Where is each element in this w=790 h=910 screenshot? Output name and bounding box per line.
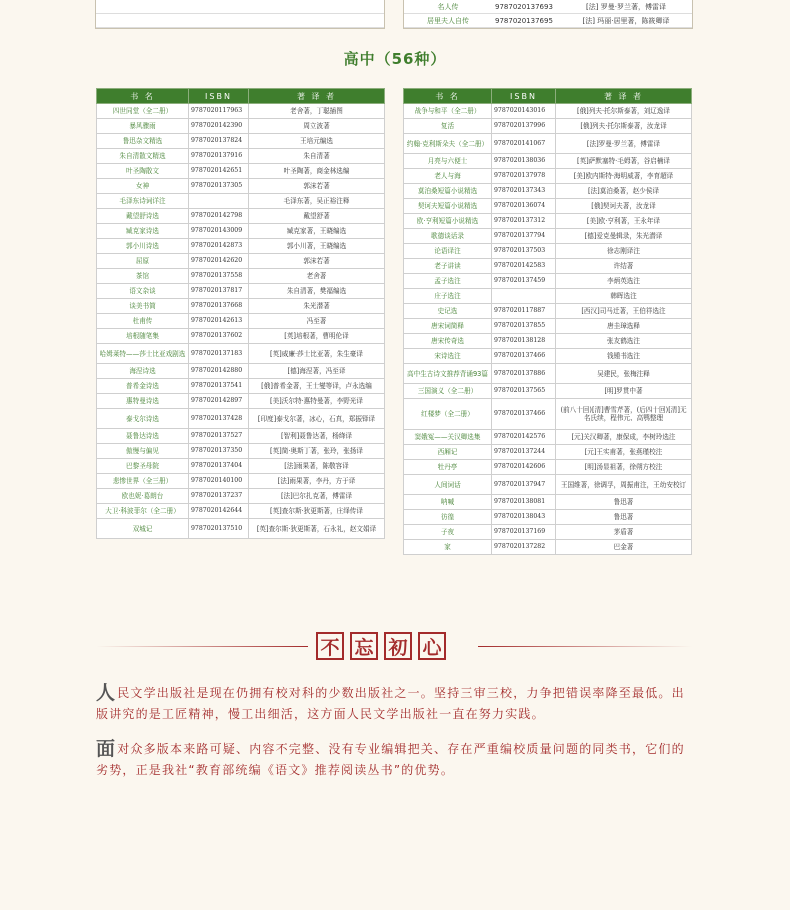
book-author: [西汉]司马迁著，王伯祥选注 bbox=[556, 304, 692, 319]
table-row bbox=[97, 149, 385, 164]
book-isbn: 9787020138128 bbox=[492, 334, 556, 349]
book-title: 宋诗选注 bbox=[404, 349, 492, 364]
book-isbn: 9787020137978 bbox=[492, 169, 556, 184]
book-isbn: 9787020137886 bbox=[492, 364, 556, 384]
intro-paragraph-1 bbox=[96, 683, 696, 725]
book-author: 朱光潜著 bbox=[249, 299, 385, 314]
header-isbn: ISBN bbox=[492, 89, 556, 104]
book-title: 居里夫人自传 bbox=[427, 16, 469, 25]
book-table-left-body bbox=[97, 104, 385, 539]
table-row bbox=[97, 314, 385, 329]
book-author: [英]威廉·莎士比亚著，朱生豪译 bbox=[249, 344, 385, 364]
book-author: [元]王实甫著，张燕瑾校注 bbox=[556, 445, 692, 460]
book-isbn: 9787020142880 bbox=[189, 364, 249, 379]
book-isbn: 9787020137466 bbox=[492, 399, 556, 430]
motto-rule-left bbox=[96, 646, 308, 647]
book-title: 茶馆 bbox=[97, 269, 189, 284]
header-isbn: ISBN bbox=[189, 89, 249, 104]
book-author: 郭小川著，王晓编选 bbox=[249, 239, 385, 254]
top-table-fragment-left bbox=[95, 0, 385, 29]
book-title: 契诃夫短篇小说精选 bbox=[404, 199, 492, 214]
book-title: 红楼梦（全二册） bbox=[404, 399, 492, 430]
book-isbn: 9787020143016 bbox=[492, 104, 556, 119]
table-row bbox=[404, 349, 692, 364]
table-row bbox=[404, 259, 692, 274]
table-row bbox=[97, 519, 385, 539]
table-row bbox=[97, 284, 385, 299]
book-title: 人间词话 bbox=[404, 475, 492, 495]
book-isbn: 9787020142651 bbox=[189, 164, 249, 179]
table-row bbox=[404, 0, 692, 14]
book-title: 彷徨 bbox=[404, 510, 492, 525]
book-title: 家 bbox=[404, 540, 492, 555]
book-author: 鲁迅著 bbox=[556, 495, 692, 510]
table-row bbox=[404, 14, 692, 28]
book-title: 三国演义（全二册） bbox=[404, 384, 492, 399]
table-row bbox=[97, 224, 385, 239]
book-author: 唐圭璋选释 bbox=[556, 319, 692, 334]
book-author: 老舍著，丁聪插图 bbox=[249, 104, 385, 119]
book-isbn: 9787020137244 bbox=[492, 445, 556, 460]
table-row bbox=[404, 334, 692, 349]
book-title: 大卫·科波菲尔（全二册） bbox=[97, 504, 189, 519]
book-author: 茅盾著 bbox=[556, 525, 692, 540]
book-isbn bbox=[189, 194, 249, 209]
book-isbn: 9787020142798 bbox=[189, 209, 249, 224]
motto-char: 不 bbox=[316, 632, 344, 660]
book-isbn: 9787020140100 bbox=[189, 474, 249, 489]
book-isbn: 9787020137695 bbox=[495, 16, 553, 25]
book-title: 臧克家诗选 bbox=[97, 224, 189, 239]
book-isbn: 9787020137183 bbox=[189, 344, 249, 364]
book-author: 王培元编选 bbox=[249, 134, 385, 149]
table-row bbox=[404, 214, 692, 229]
book-isbn: 9787020137668 bbox=[189, 299, 249, 314]
book-isbn: 9787020141067 bbox=[492, 134, 556, 154]
table-row bbox=[97, 409, 385, 429]
table-row bbox=[97, 209, 385, 224]
book-isbn: 9787020137693 bbox=[495, 2, 553, 11]
book-isbn: 9787020137404 bbox=[189, 459, 249, 474]
book-author: [俄]契诃夫著，汝龙译 bbox=[556, 199, 692, 214]
book-isbn: 9787020137282 bbox=[492, 540, 556, 555]
book-isbn: 9787020137237 bbox=[189, 489, 249, 504]
book-author: (前八十回)[清]曹雪芹著，(后四十回)[清]无名氏续，程伟元、高鹗整理 bbox=[556, 399, 692, 430]
book-isbn: 9787020138081 bbox=[492, 495, 556, 510]
book-table-right-body bbox=[404, 104, 692, 555]
book-author: 韩晖选注 bbox=[556, 289, 692, 304]
book-title: 泰戈尔诗选 bbox=[97, 409, 189, 429]
table-row bbox=[97, 429, 385, 444]
motto-char: 忘 bbox=[350, 632, 378, 660]
book-author: 戴望舒著 bbox=[249, 209, 385, 224]
book-author: 鲁迅著 bbox=[556, 510, 692, 525]
table-row bbox=[404, 495, 692, 510]
book-isbn: 9787020142390 bbox=[189, 119, 249, 134]
header-title: 书 名 bbox=[97, 89, 189, 104]
book-isbn: 9787020137527 bbox=[189, 429, 249, 444]
book-author: 巴金著 bbox=[556, 540, 692, 555]
table-row bbox=[97, 444, 385, 459]
table-row bbox=[404, 134, 692, 154]
book-isbn: 9787020137996 bbox=[492, 119, 556, 134]
book-isbn: 9787020137169 bbox=[492, 525, 556, 540]
book-title: 戴望舒诗选 bbox=[97, 209, 189, 224]
motto-char: 初 bbox=[384, 632, 412, 660]
table-row bbox=[404, 475, 692, 495]
book-title: 老人与海 bbox=[404, 169, 492, 184]
book-isbn: 9787020137343 bbox=[492, 184, 556, 199]
book-title: 朱自清散文精选 bbox=[97, 149, 189, 164]
book-title: 老子讲读 bbox=[404, 259, 492, 274]
book-title: 西厢记 bbox=[404, 445, 492, 460]
book-isbn: 9787020142613 bbox=[189, 314, 249, 329]
table-row bbox=[404, 184, 692, 199]
table-row bbox=[96, 14, 384, 28]
table-row bbox=[97, 119, 385, 134]
paragraph-text: 对众多版本来路可疑、内容不完整、没有专业编辑把关、存在严重编校质量问题的同类书，它们的劣势，正是我社“教育部统编《语文》推荐阅读丛书”的优势。 bbox=[96, 742, 685, 777]
table-row bbox=[404, 384, 692, 399]
book-title: 毛泽东诗词详注 bbox=[97, 194, 189, 209]
book-author: [俄]列夫·托尔斯泰著，汝龙译 bbox=[556, 119, 692, 134]
book-isbn: 9787020142897 bbox=[189, 394, 249, 409]
table-row bbox=[97, 179, 385, 194]
table-row bbox=[404, 364, 692, 384]
table-row bbox=[404, 445, 692, 460]
book-author: [法] 罗曼·罗兰著，傅雷译 bbox=[586, 2, 666, 11]
book-title: 巴黎圣母院 bbox=[97, 459, 189, 474]
book-author: [美]欧·亨利著，王永年译 bbox=[556, 214, 692, 229]
table-row bbox=[404, 304, 692, 319]
book-author: [俄]普希金著，王士燮等译，卢永选编 bbox=[249, 379, 385, 394]
book-title: 战争与和平（全二册） bbox=[404, 104, 492, 119]
header-title: 书 名 bbox=[404, 89, 492, 104]
book-author: 老舍著 bbox=[249, 269, 385, 284]
table-row bbox=[97, 239, 385, 254]
book-title: 双城记 bbox=[97, 519, 189, 539]
book-title: 暴风骤雨 bbox=[97, 119, 189, 134]
book-title: 孟子选注 bbox=[404, 274, 492, 289]
book-table-left bbox=[96, 88, 385, 539]
book-author: [法]莫泊桑著，赵少侯译 bbox=[556, 184, 692, 199]
table-row bbox=[404, 289, 692, 304]
book-author: [元]关汉卿著，康保成，李树玲选注 bbox=[556, 430, 692, 445]
book-isbn: 9787020143009 bbox=[189, 224, 249, 239]
book-author: [智利]聂鲁达著，杨绛译 bbox=[249, 429, 385, 444]
book-isbn: 9787020117963 bbox=[189, 104, 249, 119]
table-row bbox=[404, 104, 692, 119]
book-author: [明]罗贯中著 bbox=[556, 384, 692, 399]
table-row bbox=[404, 199, 692, 214]
section-title: 高中（56种） bbox=[343, 50, 447, 68]
book-author: 冯至著 bbox=[249, 314, 385, 329]
book-isbn: 9787020138036 bbox=[492, 154, 556, 169]
table-row bbox=[404, 540, 692, 555]
book-title: 论语译注 bbox=[404, 244, 492, 259]
intro-paragraph-2 bbox=[96, 739, 696, 781]
book-title: 谈美书简 bbox=[97, 299, 189, 314]
motto-rule-right bbox=[478, 646, 692, 647]
book-author: 周立波著 bbox=[249, 119, 385, 134]
book-title: 欧也妮·葛朗台 bbox=[97, 489, 189, 504]
book-author: [美]欧内斯特·海明威著，李育超译 bbox=[556, 169, 692, 184]
book-author: [英]简·奥斯丁著，张玲，张扬译 bbox=[249, 444, 385, 459]
book-isbn: 9787020137428 bbox=[189, 409, 249, 429]
book-isbn: 9787020137466 bbox=[492, 349, 556, 364]
book-isbn: 9787020137558 bbox=[189, 269, 249, 284]
paragraph-text: 民文学出版社是现在仍拥有校对科的少数出版社之一。坚持三审三校，力争把错误率降至最低。出版讲究的是工匠精神，慢工出细活，这方面人民文学出版社一直在努力实践。 bbox=[96, 686, 685, 721]
table-row bbox=[97, 329, 385, 344]
table-row bbox=[404, 430, 692, 445]
table-row bbox=[97, 504, 385, 519]
book-title: 莫泊桑短篇小说精选 bbox=[404, 184, 492, 199]
book-isbn: 9787020137541 bbox=[189, 379, 249, 394]
book-title: 傲慢与偏见 bbox=[97, 444, 189, 459]
book-isbn: 9787020142576 bbox=[492, 430, 556, 445]
top-table-fragment-right bbox=[403, 0, 693, 29]
book-author: [英]查尔斯·狄更斯著，石永礼，赵文娟译 bbox=[249, 519, 385, 539]
book-isbn: 9787020142644 bbox=[189, 504, 249, 519]
book-author: [印度]泰戈尔著，冰心，石真，郑振铎译 bbox=[249, 409, 385, 429]
book-isbn bbox=[492, 289, 556, 304]
book-author: 朱自清著，樊福编选 bbox=[249, 284, 385, 299]
book-isbn: 9787020142620 bbox=[189, 254, 249, 269]
book-author: [英]查尔斯·狄更斯著，庄绎传译 bbox=[249, 504, 385, 519]
book-isbn: 9787020137510 bbox=[189, 519, 249, 539]
table-row bbox=[97, 299, 385, 314]
book-title: 庄子选注 bbox=[404, 289, 492, 304]
book-isbn: 9787020137312 bbox=[492, 214, 556, 229]
header-author: 著 译 者 bbox=[249, 89, 385, 104]
table-header-row bbox=[404, 89, 692, 104]
book-isbn: 9787020117887 bbox=[492, 304, 556, 319]
book-title: 屈原 bbox=[97, 254, 189, 269]
book-isbn: 9787020137565 bbox=[492, 384, 556, 399]
book-title: 惠特曼诗选 bbox=[97, 394, 189, 409]
book-table-right bbox=[403, 88, 692, 555]
book-title: 悲惨世界（全三册） bbox=[97, 474, 189, 489]
table-row bbox=[97, 269, 385, 284]
book-isbn: 9787020138043 bbox=[492, 510, 556, 525]
book-author: 钱锺书选注 bbox=[556, 349, 692, 364]
book-author: 吴建民，张梅注释 bbox=[556, 364, 692, 384]
book-title: 月亮与六便士 bbox=[404, 154, 492, 169]
book-isbn: 9787020137794 bbox=[492, 229, 556, 244]
book-author: [英]萨默塞特·毛姆著，谷启楠译 bbox=[556, 154, 692, 169]
table-row bbox=[97, 194, 385, 209]
lead-char: 面 bbox=[96, 738, 117, 760]
book-author: 臧克家著，王晓编选 bbox=[249, 224, 385, 239]
book-author: 郭沫若著 bbox=[249, 254, 385, 269]
book-isbn: 9787020137855 bbox=[492, 319, 556, 334]
book-title: 复活 bbox=[404, 119, 492, 134]
table-row bbox=[97, 379, 385, 394]
book-author: 郭沫若著 bbox=[249, 179, 385, 194]
book-isbn: 9787020137350 bbox=[189, 444, 249, 459]
header-author: 著 译 者 bbox=[556, 89, 692, 104]
book-title: 欧·亨利短篇小说精选 bbox=[404, 214, 492, 229]
table-row bbox=[97, 394, 385, 409]
book-title: 歌德谈话录 bbox=[404, 229, 492, 244]
book-author: 徐志刚译注 bbox=[556, 244, 692, 259]
book-isbn: 9787020137824 bbox=[189, 134, 249, 149]
book-author: 叶圣陶著，商金林选编 bbox=[249, 164, 385, 179]
book-author: [明]汤显祖著，徐朔方校注 bbox=[556, 460, 692, 475]
book-title: 普希金诗选 bbox=[97, 379, 189, 394]
table-row bbox=[404, 229, 692, 244]
table-row bbox=[97, 254, 385, 269]
book-title: 窦娥冤——关汉卿选集 bbox=[404, 430, 492, 445]
book-isbn: 9787020137459 bbox=[492, 274, 556, 289]
book-isbn: 9787020142583 bbox=[492, 259, 556, 274]
book-author: [德]海涅著，冯至译 bbox=[249, 364, 385, 379]
book-title: 牡丹亭 bbox=[404, 460, 492, 475]
book-title: 海涅诗选 bbox=[97, 364, 189, 379]
table-row bbox=[97, 164, 385, 179]
book-title: 鲁迅杂文精选 bbox=[97, 134, 189, 149]
book-title: 叶圣陶散文 bbox=[97, 164, 189, 179]
table-row bbox=[404, 169, 692, 184]
book-title: 聂鲁达诗选 bbox=[97, 429, 189, 444]
table-row bbox=[97, 134, 385, 149]
table-row bbox=[404, 154, 692, 169]
book-author: [法] 玛丽·居里著，陈筱卿译 bbox=[582, 16, 670, 25]
book-author: 李炳英选注 bbox=[556, 274, 692, 289]
table-row bbox=[97, 364, 385, 379]
table-row bbox=[97, 344, 385, 364]
book-title: 四世同堂（全二册） bbox=[97, 104, 189, 119]
book-isbn: 9787020137305 bbox=[189, 179, 249, 194]
table-row bbox=[404, 244, 692, 259]
table-row bbox=[97, 104, 385, 119]
book-author: [俄]列夫·托尔斯泰著，刘辽逸译 bbox=[556, 104, 692, 119]
book-author: [美]沃尔特·惠特曼著，李野光译 bbox=[249, 394, 385, 409]
book-author: [法]罗曼·罗兰著，傅雷译 bbox=[556, 134, 692, 154]
book-isbn: 9787020137503 bbox=[492, 244, 556, 259]
book-title: 女神 bbox=[97, 179, 189, 194]
book-isbn: 9787020137602 bbox=[189, 329, 249, 344]
book-author: 毛泽东著，吴正裕注释 bbox=[249, 194, 385, 209]
book-title: 郭小川诗选 bbox=[97, 239, 189, 254]
lead-char: 人 bbox=[96, 682, 117, 704]
motto bbox=[316, 632, 446, 660]
table-row bbox=[97, 474, 385, 489]
book-title: 呐喊 bbox=[404, 495, 492, 510]
book-title: 约翰·克利斯朵夫（全二册） bbox=[404, 134, 492, 154]
table-row bbox=[96, 0, 384, 14]
motto-char: 心 bbox=[418, 632, 446, 660]
book-isbn: 9787020137916 bbox=[189, 149, 249, 164]
book-title: 高中生古诗文推荐背诵93篇 bbox=[404, 364, 492, 384]
book-title: 子夜 bbox=[404, 525, 492, 540]
table-row bbox=[404, 119, 692, 134]
book-title: 名人传 bbox=[437, 2, 459, 11]
book-author: 王国维著，徐调孚，周振甫注，王幼安校订 bbox=[556, 475, 692, 495]
book-author: 许结著 bbox=[556, 259, 692, 274]
table-row bbox=[404, 460, 692, 475]
book-title: 语文杂谈 bbox=[97, 284, 189, 299]
book-title: 唐宋传奇选 bbox=[404, 334, 492, 349]
table-row bbox=[404, 510, 692, 525]
book-author: [法]巴尔扎克著，傅雷译 bbox=[249, 489, 385, 504]
table-row bbox=[97, 489, 385, 504]
book-title: 培根随笔集 bbox=[97, 329, 189, 344]
table-row bbox=[404, 274, 692, 289]
table-row bbox=[404, 525, 692, 540]
book-isbn: 9787020142606 bbox=[492, 460, 556, 475]
book-author: [英]培根著，曹明伦译 bbox=[249, 329, 385, 344]
book-isbn: 9787020136074 bbox=[492, 199, 556, 214]
book-author: [法]雨果著，李丹，方于译 bbox=[249, 474, 385, 489]
book-title: 唐宋词简释 bbox=[404, 319, 492, 334]
book-author: [法]雨果著，陈敬容译 bbox=[249, 459, 385, 474]
book-author: [德]爱克曼辑录，朱光潜译 bbox=[556, 229, 692, 244]
table-row bbox=[97, 459, 385, 474]
table-row bbox=[404, 399, 692, 430]
table-header-row bbox=[97, 89, 385, 104]
book-title: 史记选 bbox=[404, 304, 492, 319]
book-title: 杜甫传 bbox=[97, 314, 189, 329]
book-author: 张友鹤选注 bbox=[556, 334, 692, 349]
book-isbn: 9787020137817 bbox=[189, 284, 249, 299]
book-author: 朱自清著 bbox=[249, 149, 385, 164]
book-isbn: 9787020137947 bbox=[492, 475, 556, 495]
book-title: 哈姆莱特——莎士比亚戏剧选 bbox=[97, 344, 189, 364]
book-isbn: 9787020142873 bbox=[189, 239, 249, 254]
table-row bbox=[404, 319, 692, 334]
